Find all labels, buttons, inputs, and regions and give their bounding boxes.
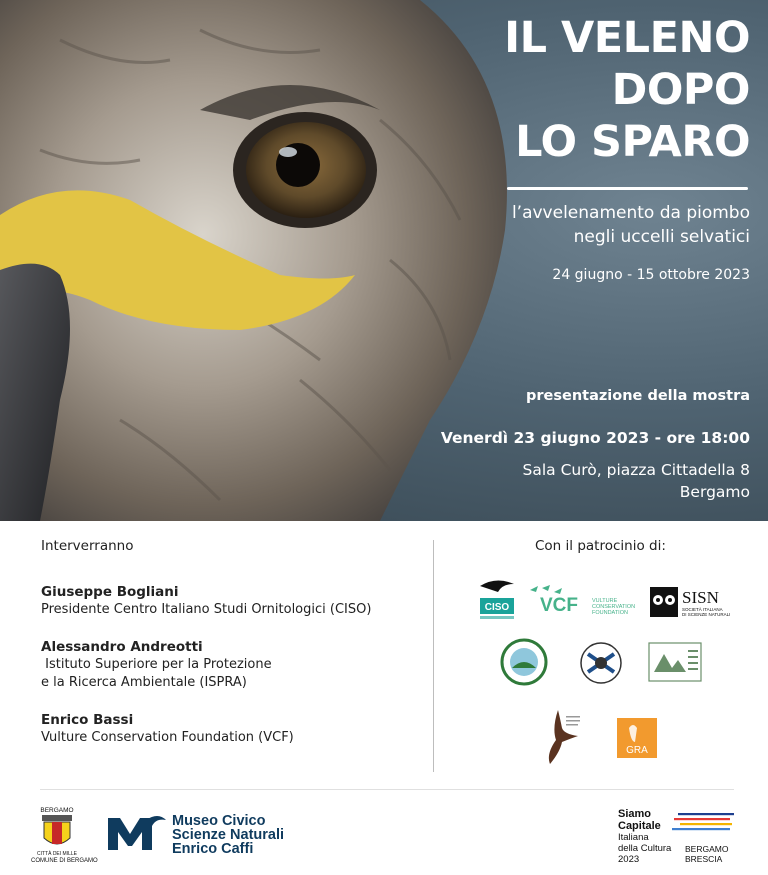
svg-text:FOUNDATION: FOUNDATION — [592, 610, 628, 616]
svg-text:VULTURE: VULTURE — [592, 598, 618, 604]
vcf-logo — [528, 584, 640, 620]
capitale-line-5: 2023 — [618, 854, 640, 865]
sisn-text: SISN — [682, 588, 719, 607]
speaker-name: Giuseppe Bogliani — [41, 584, 179, 600]
ciso-logo — [476, 576, 518, 624]
museo-line-1: Museo Civico — [172, 813, 266, 829]
patronage-header: Con il patrocinio di: — [535, 538, 666, 554]
sisn-logo — [648, 585, 734, 621]
speaker-name: Enrico Bassi — [41, 712, 134, 728]
swift-bird-logo — [542, 708, 582, 766]
museo-name — [172, 814, 284, 856]
capitale-line-1: Siamo — [618, 808, 652, 820]
vcf-text: VCF — [540, 595, 578, 616]
capitale-line-4: della Cultura — [618, 843, 672, 854]
speaker-role: Vulture Conservation Foundation (VCF) — [41, 730, 294, 745]
location-line-2: Bergamo — [679, 483, 750, 501]
event-location — [523, 459, 750, 503]
column-divider — [433, 540, 434, 772]
speaker-role-line-1: Istituto Superiore per la Protezione — [41, 657, 272, 672]
capitale-line-2: Capitale — [618, 820, 661, 832]
comune-label: COMUNE DI BERGAMO — [31, 858, 98, 864]
title-line-3: LO SPARO — [515, 117, 750, 167]
svg-text:CONSERVATION: CONSERVATION — [592, 604, 636, 610]
capitale-cities — [685, 844, 728, 864]
title-line-1: IL VELENO — [504, 13, 750, 63]
ciso-text: CISO — [484, 602, 510, 613]
speaker-role-line-2: e la Ricerca Ambientale (ISPRA) — [41, 675, 247, 690]
exhibition-dates: 24 giugno - 15 ottobre 2023 — [552, 267, 750, 283]
museo-line-3: Enrico Caffi — [172, 841, 254, 857]
speaker-entry — [41, 583, 371, 619]
city-bergamo: BERGAMO — [685, 844, 729, 854]
gra-text: GRA — [626, 745, 648, 756]
location-line-1: Sala Curò, piazza Cittadella 8 — [522, 461, 750, 479]
speakers-header: Interverranno — [41, 538, 134, 554]
speaker-role: Presidente Centro Italiano Studi Ornitologici (CISO) — [41, 602, 372, 617]
ornithology-badge-logo — [578, 640, 624, 686]
parco-adamello-logo — [648, 642, 702, 682]
gra-logo — [617, 718, 657, 758]
exhibition-title — [504, 12, 750, 168]
comune-bergamo-crest — [30, 804, 84, 860]
event-datetime: Venerdì 23 giugno 2023 - ore 18:00 — [440, 429, 750, 447]
city-brescia: BRESCIA — [685, 854, 723, 864]
speaker-entry — [41, 638, 272, 692]
parco-badge-logo — [500, 638, 548, 686]
museo-logo-mark — [106, 812, 168, 852]
title-line-2: DOPO — [611, 65, 750, 115]
exhibition-subtitle — [512, 201, 750, 249]
speaker-entry — [41, 711, 294, 747]
svg-text:SOCIETÀ ITALIANA: SOCIETÀ ITALIANA — [682, 607, 723, 612]
svg-text:CITTÀ DEI MILLE: CITTÀ DEI MILLE — [36, 851, 78, 857]
capitale-line-3: Italiana — [618, 832, 649, 843]
title-divider — [507, 187, 748, 190]
subtitle-line-1: l’avvelenamento da piombo — [511, 203, 750, 223]
footer-divider — [40, 789, 734, 790]
svg-text:DI SCIENZE NATURALI: DI SCIENZE NATURALI — [682, 612, 731, 617]
subtitle-line-2: negli uccelli selvatici — [573, 227, 750, 247]
museo-line-2: Scienze Naturali — [172, 827, 285, 843]
capitale-cultura-text — [618, 808, 671, 865]
svg-text:BERGAMO: BERGAMO — [40, 807, 74, 814]
speaker-name: Alessandro Andreotti — [41, 639, 203, 655]
presentation-label: presentazione della mostra — [526, 388, 750, 404]
capitale-stripes-logo — [672, 812, 736, 832]
